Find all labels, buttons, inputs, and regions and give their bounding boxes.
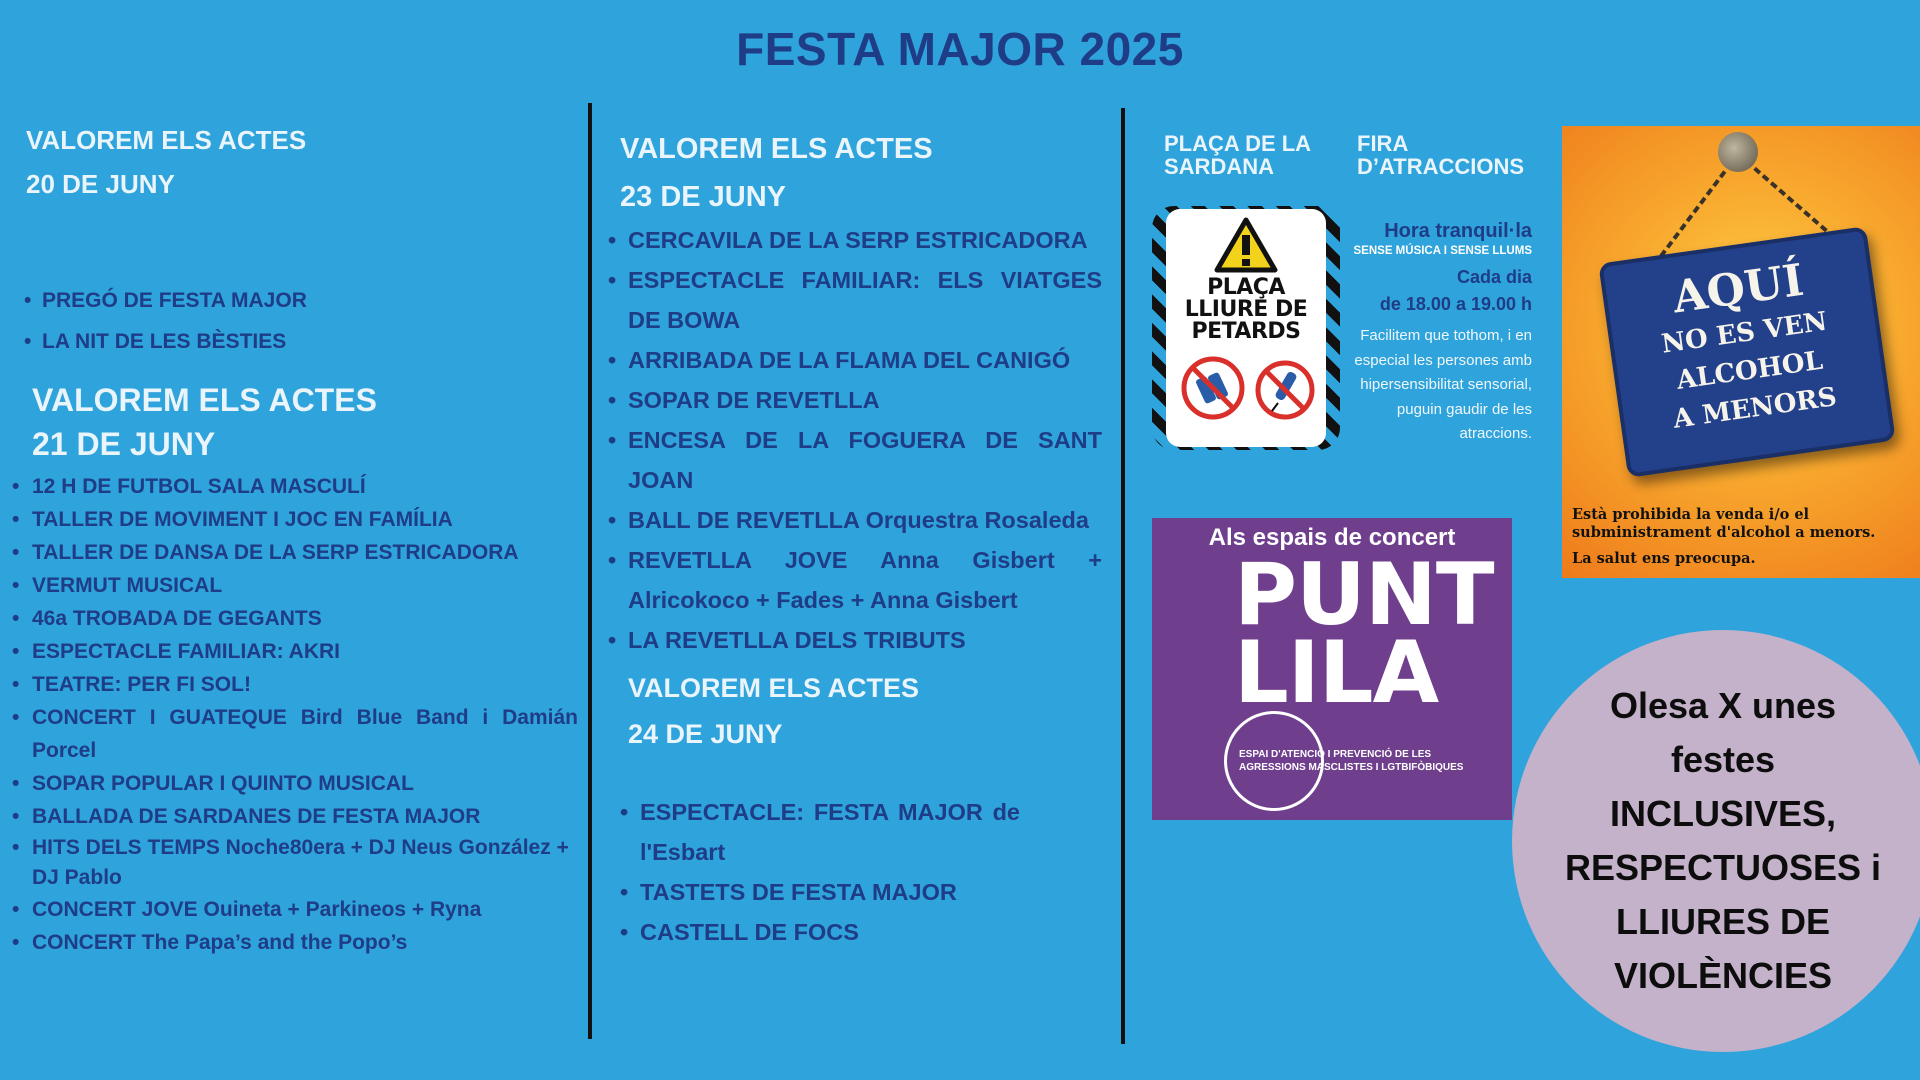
list-item: • ENCESA DE LA FOGUERA DE SANT JOAN (608, 420, 1102, 500)
divider-right (1121, 108, 1125, 1044)
list-item: • CASTELL DE FOCS (620, 912, 1020, 952)
poster-footer-line: La salut ens preocupa. (1572, 550, 1756, 567)
petards-line: PLAÇA (1207, 275, 1285, 300)
page-title: FESTA MAJOR 2025 (736, 23, 1184, 75)
day-heading-23-juny (620, 125, 933, 221)
no-alcohol-poster (1562, 126, 1920, 578)
list-item: • LA NIT DE LES BÈSTIES (24, 321, 544, 362)
quiet-hour-info (1340, 218, 1532, 447)
petards-sign-panel (1166, 209, 1326, 447)
punt-lila-line: PUNT (1234, 545, 1494, 645)
heading-label: VALOREM ELS ACTES (628, 673, 920, 703)
list-item: • CONCERT The Papa’s and the Popo’s (12, 926, 578, 959)
heading-date: 23 DE JUNY (620, 181, 787, 213)
list-item: • ESPECTACLE FAMILIAR: AKRI (12, 635, 578, 668)
nail-icon (1718, 132, 1758, 172)
list-item: • BALL DE REVETLLA Orquestra Rosaleda (608, 500, 1102, 540)
poster-line: ALCOHOL (1674, 345, 1825, 396)
event-list-21-juny (12, 470, 578, 959)
list-item: • ESPECTACLE FAMILIAR: ELS VIATGES DE BOWA (608, 260, 1102, 340)
poster-board (1598, 226, 1895, 477)
list-item: • TALLER DE DANSA DE LA SERP ESTRICADORA (12, 536, 578, 569)
day-heading-24-juny (628, 665, 919, 757)
poster-footer-line: Està prohibida la venda i/o el subministrament d'alcohol a menors. (1572, 506, 1876, 541)
poster-line: NO ES VEN (1659, 306, 1830, 360)
list-item: • TASTETS DE FESTA MAJOR (620, 872, 1020, 912)
location-fira-atraccions: FIRA D’ATRACCIONS (1357, 131, 1525, 179)
list-item: • REVETLLA JOVE Anna Gisbert + Alricokoco + Fades + Anna Gisbert (608, 540, 1102, 620)
list-item: • PREGÓ DE FESTA MAJOR (24, 280, 544, 321)
list-item: • CONCERT I GUATEQUE Bird Blue Band i Damián Porcel (12, 701, 578, 767)
warning-icon (1214, 217, 1278, 273)
event-list-20-juny (24, 280, 544, 362)
list-item: • LA REVETLLA DELS TRIBUTS (608, 620, 1102, 660)
no-rocket-icon (1254, 359, 1316, 421)
inclusive-festival-badge (1512, 630, 1920, 1052)
list-item: • HITS DELS TEMPS Noche80era + DJ Neus González + DJ Pablo (12, 833, 578, 893)
list-item: • TALLER DE MOVIMENT I JOC EN FAMÍLIA (12, 503, 578, 536)
punt-lila-description: ESPAI D'ATENCIÓ I PREVENCIÓ DE LES AGRESSIONS MASCLISTES I LGTBIFÒBIQUES (1239, 749, 1464, 773)
punt-lila-caption: Als espais de concert (1208, 524, 1456, 551)
punt-lila-line: LILA (1234, 623, 1439, 723)
quiet-hour-title: Hora tranquil·la (1384, 220, 1532, 242)
list-item: • SOPAR POPULAR I QUINTO MUSICAL (12, 767, 578, 800)
day-heading-21-juny (32, 378, 377, 466)
poster-line: AQUÍ (1669, 254, 1807, 324)
heading-date: 20 DE JUNY (26, 169, 175, 199)
quiet-hour-description: Facilitem que tothom, i en especial les persones amb hipersensibilitat sensorial, puguin gaudir de les atraccions. (1354, 327, 1532, 442)
inclusive-festival-text: Olesa X unes festes INCLUSIVES, RESPECTUOSES i LLIURES DE VIOLÈNCIES (1564, 685, 1882, 996)
heading-label: VALOREM ELS ACTES (32, 382, 377, 418)
list-item: • ESPECTACLE: FESTA MAJOR de l'Esbart (620, 792, 1020, 872)
punt-lila-title (1234, 545, 1494, 723)
no-firecracker-icon (1180, 355, 1246, 421)
day-heading-20-juny (26, 118, 306, 206)
list-item: • ARRIBADA DE LA FLAMA DEL CANIGÓ (608, 340, 1102, 380)
poster-line: A MENORS (1671, 382, 1839, 435)
punt-lila-banner (1152, 518, 1512, 820)
list-item: • VERMUT MUSICAL (12, 569, 578, 602)
quiet-hour-subtitle: SENSE MÚSICA I SENSE LLUMS (1353, 245, 1532, 257)
location-placa-sardana: PLAÇA DE LA SARDANA (1164, 131, 1311, 179)
event-list-24-juny (620, 792, 1020, 952)
list-item: • CONCERT JOVE Ouineta + Parkineos + Ryna (12, 893, 578, 926)
list-item: • BALLADA DE SARDANES DE FESTA MAJOR (12, 800, 578, 833)
list-item: • 12 H DE FUTBOL SALA MASCULÍ (12, 470, 578, 503)
heading-label: VALOREM ELS ACTES (620, 133, 933, 165)
poster-board-text (1605, 247, 1887, 446)
heading-date: 24 DE JUNY (628, 719, 783, 749)
list-item: • 46a TROBADA DE GEGANTS (12, 602, 578, 635)
petards-sign-text (1166, 277, 1326, 343)
petards-free-sign (1152, 206, 1340, 450)
event-list-23-juny (608, 220, 1102, 660)
heading-date: 21 DE JUNY (32, 426, 216, 462)
heading-label: VALOREM ELS ACTES (26, 125, 307, 155)
list-item: • SOPAR DE REVETLLA (608, 380, 1102, 420)
quiet-hour-time: de 18.00 a 19.00 h (1379, 294, 1532, 314)
petards-line: LLIURE DE (1184, 297, 1308, 322)
quiet-hour-days: Cada dia (1456, 267, 1532, 287)
divider-left (588, 103, 592, 1039)
poster-footer (1572, 506, 1917, 568)
petards-line: PETARDS (1191, 319, 1301, 344)
list-item: • CERCAVILA DE LA SERP ESTRICADORA (608, 220, 1102, 260)
list-item: • TEATRE: PER FI SOL! (12, 668, 578, 701)
